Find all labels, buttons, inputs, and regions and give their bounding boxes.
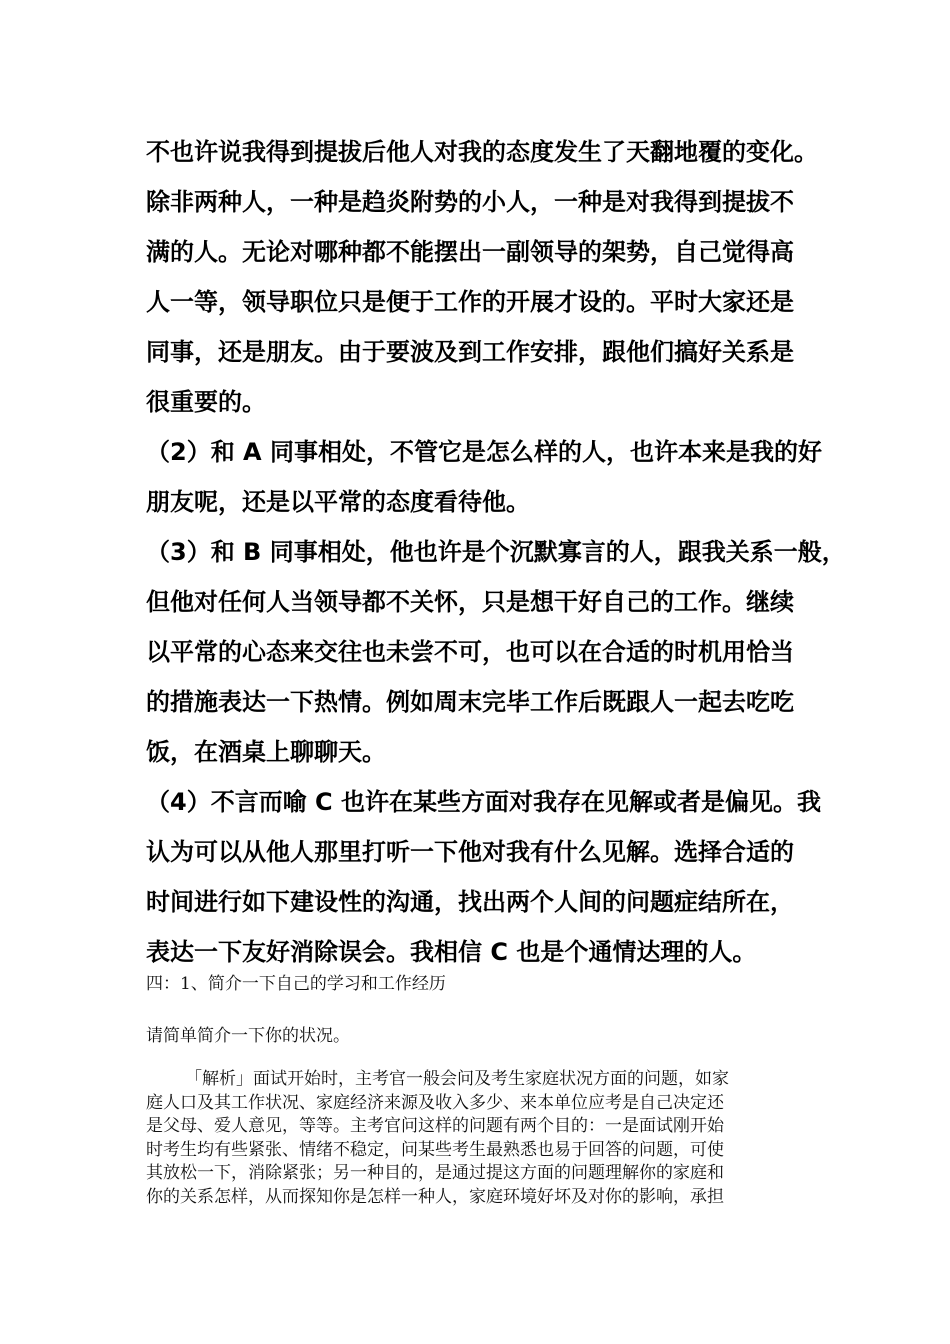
text-line: 其放松一下，消除紧张；另一种目的，是通过提这方面的问题理解你的家庭和 <box>146 1163 724 1183</box>
text-line: 时间进行如下建设性的沟通，找出两个人间的问题症结所在， <box>146 888 794 916</box>
text-line: 除非两种人，一种是趋炎附势的小人，一种是对我得到提拔不 <box>146 188 794 216</box>
question-text: 请简单简介一下你的状况。 <box>146 1026 350 1046</box>
text-line: 同事，还是朋友。由于要波及到工作安排，跟他们搞好关系是 <box>146 338 794 366</box>
text-line: 是父母、爱人意见，等等。主考官问这样的问题有两个目的：一是面试刚开始 <box>146 1116 724 1136</box>
text-line: （3）和 B 同事相处，他也许是个沉默寡言的人，跟我关系一般， <box>146 538 846 566</box>
answer-paragraphs <box>146 127 846 977</box>
section-heading: 四：1、简介一下自己的学习和工作经历 <box>146 974 446 994</box>
text-line: 不也许说我得到提拔后他人对我的态度发生了天翻地覆的变化。 <box>146 138 818 166</box>
text-line: 「解析」面试开始时，主考官一般会问及考生家庭状况方面的问题，如家 <box>185 1069 729 1089</box>
text-line: 饭，在酒桌上聊聊天。 <box>146 738 386 766</box>
text-line: 满的人。无论对哪种都不能摆出一副领导的架势，自己觉得高 <box>146 238 794 266</box>
text-line: 庭人口及其工作状况、家庭经济来源及收入多少、来本单位应考是自己决定还 <box>146 1092 724 1113</box>
text-line: 的措施表达一下热情。例如周末完毕工作后既跟人一起去吃吃 <box>146 688 794 716</box>
text-line: 很重要的。 <box>146 388 266 416</box>
analysis-paragraph <box>146 1068 826 1209</box>
text-line: 但他对任何人当领导都不关怀，只是想干好自己的工作。继续 <box>146 588 794 616</box>
text-line: （4）不言而喻 C 也许在某些方面对我存在见解或者是偏见。我 <box>146 788 822 816</box>
text-line: （2）和 A 同事相处，不管它是怎么样的人，也许本来是我的好 <box>146 438 822 466</box>
text-line: 人一等，领导职位只是便于工作的开展才设的。平时大家还是 <box>146 288 794 316</box>
text-line: 你的关系怎样，从而探知你是怎样一种人，家庭环境好坏及对你的影响，承担 <box>146 1186 724 1207</box>
text-line: 以平常的心态来交往也未尝不可，也可以在合适的时机用恰当 <box>146 638 794 666</box>
text-line: 认为可以从他人那里打听一下他对我有什么见解。选择合适的 <box>146 838 794 866</box>
text-line: 表达一下友好消除误会。我相信 C 也是个通情达理的人。 <box>146 938 757 966</box>
text-line: 时考生均有些紧张、情绪不稳定，问某些考生最熟悉也易于回答的问题，可使 <box>146 1139 724 1160</box>
text-line: 朋友呢，还是以平常的态度看待他。 <box>146 488 530 516</box>
